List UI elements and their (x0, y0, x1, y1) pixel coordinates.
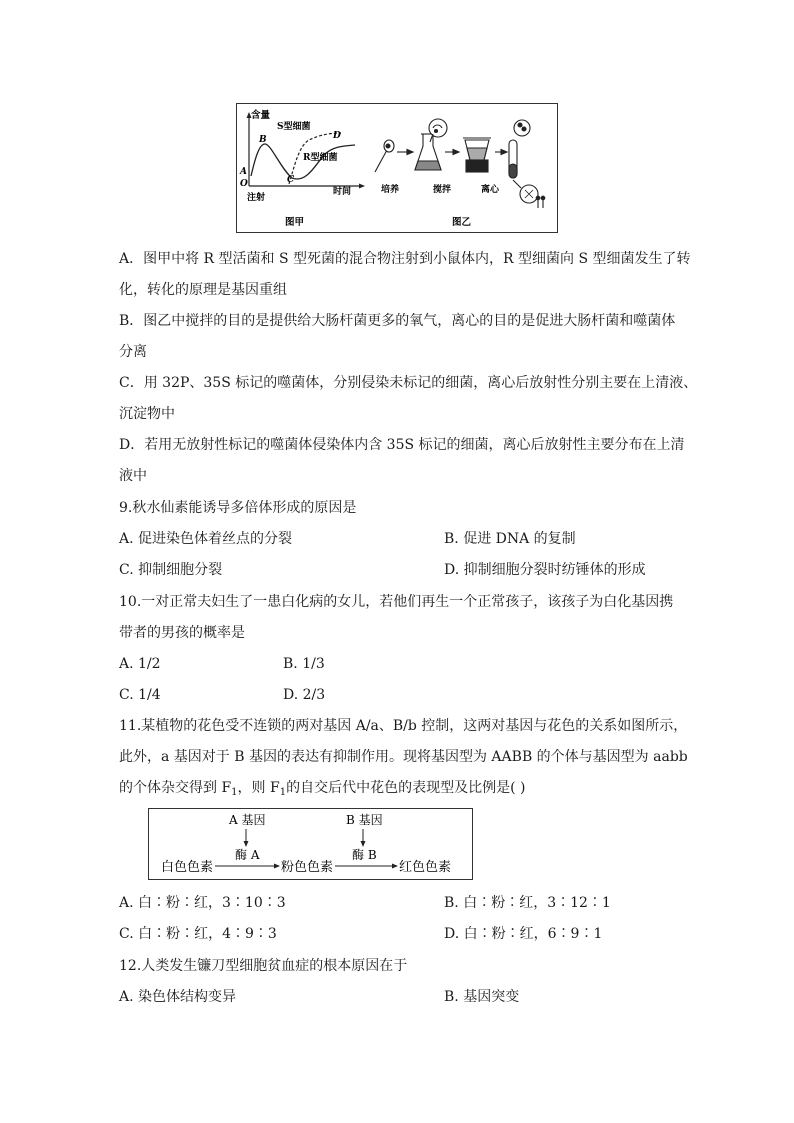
point-c: C (287, 175, 295, 185)
centrifuge-tube-icon (509, 120, 545, 208)
q8-option-c-line2: 沉淀物中 (119, 406, 175, 422)
q8-option-a-line1: A．图甲中将 R 型活菌和 S 型死菌的混合物注射到小鼠体内，R 型细菌向 S 型细菌发生了转 (119, 251, 691, 267)
pigment-pathway-svg (149, 809, 471, 878)
caption-yi: 图乙 (452, 217, 472, 228)
q11-stem-part-a: 的个体杂交得到 F (119, 780, 232, 796)
q11-subscript-2: 1 (279, 787, 287, 798)
q11-stem-line2: 此外，a 基因对于 B 基因的表达有抑制作用。现将基因型为 AABB 的个体与基因型为 aabb (119, 749, 688, 765)
pigment-pathway-diagram (148, 808, 473, 880)
q8-option-b-line2: 分离 (119, 344, 147, 360)
q9-option-c: C. 抑制细胞分裂 (119, 562, 223, 578)
gene-b-label: B 基因 (346, 813, 383, 827)
q10-stem-line2: 带者的男孩的概率是 (119, 625, 245, 641)
q11-option-c: C. 白∶粉∶红，4∶9∶3 (119, 926, 277, 942)
figure-jia-yi (236, 103, 558, 233)
y-axis-label: 含量 (251, 110, 271, 121)
q9-option-b: B. 促进 DNA 的复制 (444, 531, 576, 547)
q12-option-a: A. 染色体结构变异 (119, 989, 237, 1005)
q9-option-a: A. 促进染色体着丝点的分裂 (119, 531, 293, 547)
q12-stem: 12.人类发生镰刀型细胞贫血症的根本原因在于 (119, 958, 408, 974)
x-axis-label: 时间 (333, 187, 352, 197)
inject-label: 注射 (247, 193, 266, 203)
q10-option-d: D. 2/3 (283, 687, 326, 703)
q8-option-c-line1: C．用 32P、35S 标记的噬菌体，分别侵染未标记的细菌，离心后放射性分别主要在上清液、 (119, 375, 698, 391)
q11-stem-part-b: ，则 F (237, 780, 280, 796)
gene-a-label: A 基因 (229, 813, 266, 827)
q10-option-a: A. 1/2 (119, 656, 161, 672)
q8-option-a-line2: 化，转化的原理是基因重组 (119, 282, 287, 298)
q8-option-d-line1: D．若用无放射性标记的噬菌体侵染体内含 35S 标记的细菌，离心后放射性主要分布在上清 (119, 437, 685, 453)
q11-stem-part-c: 的自交后代中花色的表现型及比例是( ) (286, 780, 526, 796)
origin-label: O (240, 179, 248, 189)
flask-icon (415, 119, 447, 170)
q9-stem: 9.秋水仙素能诱导多倍体形成的原因是 (119, 500, 357, 516)
enzyme-b-label: 酶 B (352, 848, 377, 862)
q11-subscript-1: 1 (231, 787, 238, 798)
inoculating-loop-icon (375, 140, 394, 172)
q11-option-a: A. 白∶粉∶红，3∶10∶3 (119, 895, 286, 911)
point-d: D (333, 131, 341, 141)
apparatus-yi (375, 119, 545, 208)
q8-option-d-line2: 液中 (119, 468, 147, 484)
s-curve-label: S型细菌 (277, 122, 311, 132)
r-curve-label: R型细菌 (303, 153, 338, 163)
q11-stem-line3 (119, 778, 525, 803)
red-pigment-label: 红色色素 (399, 860, 452, 875)
point-a: A (240, 167, 247, 177)
blender-icon (463, 138, 491, 172)
white-pigment-label: 白色色素 (161, 860, 214, 875)
q11-option-d: D. 白∶粉∶红，6∶9∶1 (444, 926, 603, 942)
enzyme-a-label: 酶 A (235, 848, 260, 862)
figure-jia-yi-svg (237, 104, 556, 231)
step-culture-label: 培养 (381, 185, 400, 195)
graph-jia (239, 109, 365, 203)
q12-option-b: B. 基因突变 (444, 989, 520, 1005)
q10-option-b: B. 1/3 (283, 656, 325, 672)
step-centrifuge-label: 离心 (481, 185, 500, 195)
q10-option-c: C. 1/4 (119, 687, 161, 703)
q8-option-b-line1: B．图乙中搅拌的目的是提供给大肠杆菌更多的氧气，离心的目的是促进大肠杆菌和噬菌体 (119, 313, 676, 329)
q9-option-d: D. 抑制细胞分裂时纺锤体的形成 (444, 562, 646, 578)
point-b: B (259, 135, 267, 145)
step-stir-label: 搅拌 (433, 185, 452, 195)
q11-stem-line1: 11.某植物的花色受不连锁的两对基因 A/a、B/b 控制，这两对基因与花色的关系如图所示， (119, 718, 688, 734)
caption-jia: 图甲 (285, 217, 305, 228)
q10-stem-line1: 10.一对正常夫妇生了一患白化病的女儿，若他们再生一个正常孩子，该孩子为白化基因携 (119, 594, 674, 610)
q11-option-b: B. 白∶粉∶红，3∶12∶1 (444, 895, 611, 911)
pink-pigment-label: 粉色色素 (281, 860, 334, 875)
